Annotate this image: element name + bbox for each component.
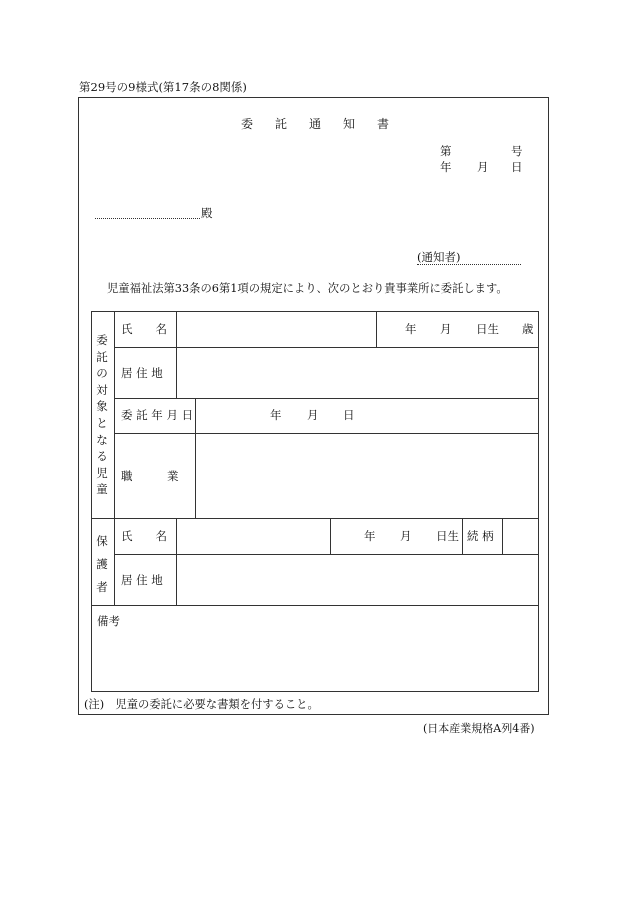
guardian-section-label: 保護者 — [96, 534, 108, 594]
document-title — [0, 118, 630, 130]
notifier-field[interactable] — [417, 264, 521, 265]
note-text: (注) 児童の委託に必要な書類を付すること。 — [84, 698, 319, 711]
guardian-birth-day: 日生 — [436, 529, 459, 543]
child-birth-day: 日生 — [476, 322, 499, 336]
guardian-name-label: 氏 名 — [121, 529, 167, 543]
remarks-field[interactable] — [97, 634, 533, 686]
form-number: 第29号の9様式(第17条の8関係) — [79, 80, 247, 94]
title-char: 知 — [343, 117, 356, 131]
commission-date-day: 日 — [343, 408, 355, 422]
date-month: 月 — [477, 160, 489, 174]
child-name-label: 氏 名 — [121, 322, 167, 336]
title-char: 通 — [308, 117, 321, 131]
guardian-address-field[interactable] — [183, 562, 533, 600]
column-divider — [376, 311, 377, 347]
commission-date-label: 委 託 年 月 日 — [121, 408, 194, 422]
child-birth-month: 月 — [440, 322, 452, 336]
child-age: 歳 — [522, 322, 534, 336]
addressee-suffix: 殿 — [201, 206, 213, 220]
doc-number-go: 号 — [511, 144, 523, 158]
section-divider — [91, 605, 539, 606]
date-year: 年 — [440, 160, 452, 174]
row-divider — [114, 347, 539, 348]
row-divider — [114, 433, 539, 434]
occupation-field[interactable] — [200, 440, 535, 512]
occupation-label: 職 業 — [121, 469, 179, 483]
column-divider — [330, 518, 331, 554]
commission-date-month: 月 — [307, 408, 319, 422]
column-divider — [176, 518, 177, 605]
date-day: 日 — [511, 160, 523, 174]
guardian-name-field[interactable] — [183, 527, 325, 549]
column-divider — [176, 311, 177, 398]
guardian-relation-field[interactable] — [507, 527, 535, 549]
child-name-field[interactable] — [183, 322, 373, 342]
guardian-birth-month: 月 — [400, 529, 412, 543]
column-divider — [462, 518, 463, 554]
row-divider — [114, 398, 539, 399]
commission-date-year: 年 — [270, 408, 282, 422]
child-address-label: 居 住 地 — [121, 366, 163, 380]
guardian-address-label: 居 住 地 — [121, 573, 163, 587]
guardian-birth-year: 年 — [364, 529, 376, 543]
column-divider — [195, 398, 196, 518]
remarks-label: 備考 — [97, 614, 120, 628]
paper-standard: (日本産業規格A列4番) — [423, 722, 535, 735]
child-address-field[interactable] — [183, 355, 533, 393]
addressee-field[interactable] — [95, 218, 200, 219]
column-divider — [502, 518, 503, 554]
body-text: 児童福祉法第33条の6第1項の規定により、次のとおり貴事業所に委託します。 — [107, 282, 508, 295]
title-char: 託 — [274, 117, 287, 131]
label-column-divider — [114, 311, 115, 605]
title-char: 書 — [377, 117, 390, 131]
guardian-relation-label: 続 柄 — [467, 529, 494, 543]
title-char: 委 — [240, 117, 253, 131]
notifier-label: (通知者) — [417, 250, 461, 264]
child-birth-year: 年 — [405, 322, 417, 336]
row-divider — [114, 554, 539, 555]
section-divider — [91, 518, 539, 519]
doc-number-dai: 第 — [440, 144, 452, 158]
child-section-label: 委託の対象となる児童 — [96, 333, 108, 497]
